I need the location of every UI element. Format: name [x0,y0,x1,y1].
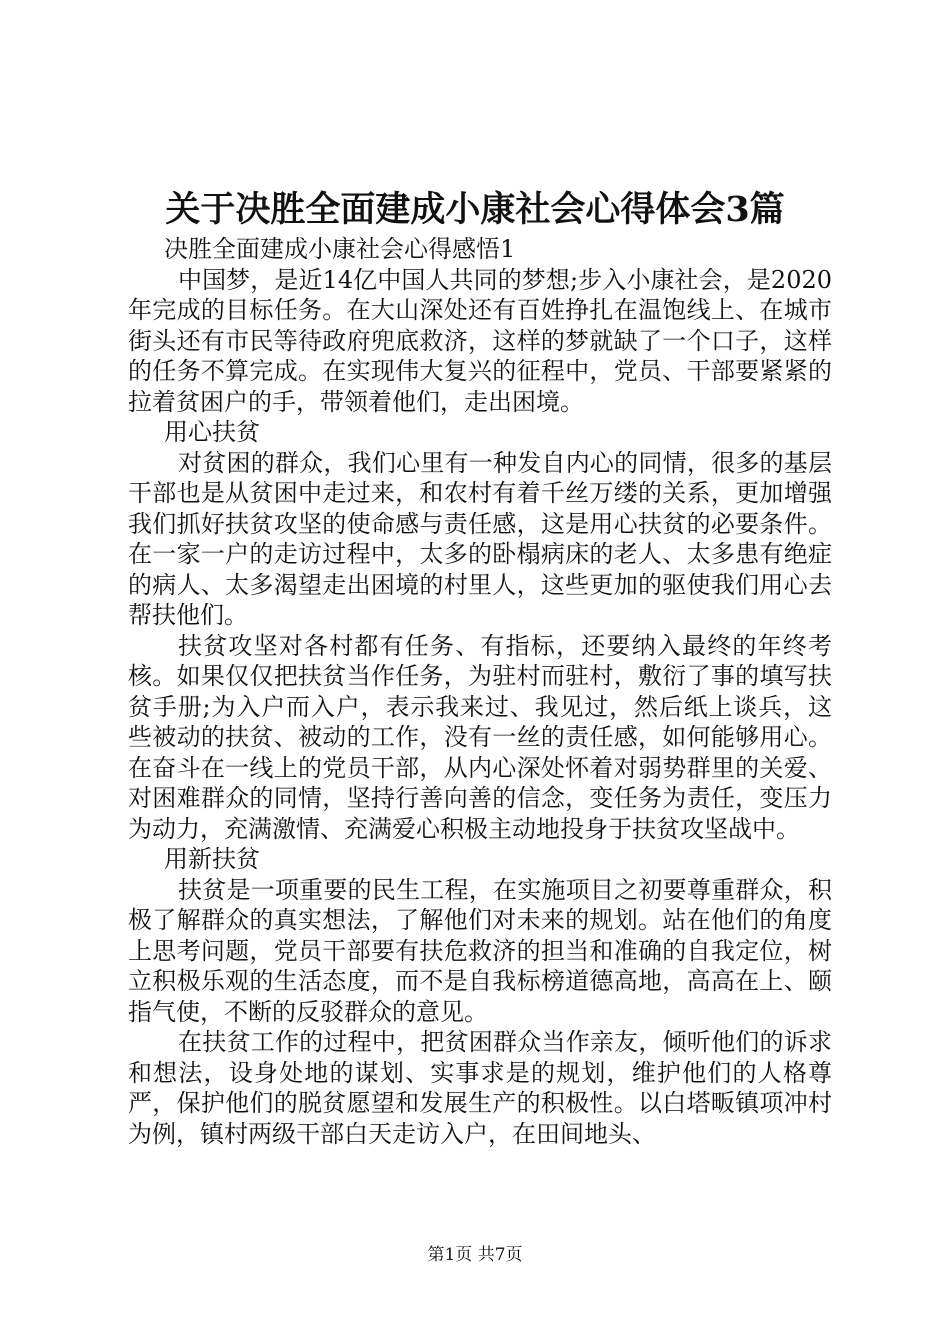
paragraph: 中国梦，是近14亿中国人共同的梦想;步入小康社会，是2020年完成的目标任务。在大山深处还有百姓挣扎在温饱线上、在城市街头还有市民等待政府兜底救济，这样的梦就缺了一个口子，这样的任务不算完成。在实现伟大复兴的征程中，党员、干部要紧紧的拉着贫困户的手，带领着他们，走出困境。 [128,265,832,416]
paragraph: 扶贫攻坚对各村都有任务、有指标，还要纳入最终的年终考核。如果仅仅把扶贫当作任务，为驻村而驻村，敷衍了事的填写扶贫手册;为入户而入户，表示我来过、我见过，然后纸上谈兵，这些被动的扶贫、被动的工作，没有一丝的责任感，如何能够用心。在奋斗在一线上的党员干部，从内心深处怀着对弱势群里的关爱、对困难群众的同情，坚持行善向善的信念，变任务为责任，变压力为动力，充满激情、充满爱心积极主动地投身于扶贫攻坚战中。 [128,631,832,843]
paragraph: 对贫困的群众，我们心里有一种发自内心的同情，很多的基层干部也是从贫困中走过来，和农村有着千丝万缕的关系，更加增强我们抓好扶贫攻坚的使命感与责任感，这是用心扶贫的必要条件。在一家一户的走访过程中，太多的卧榻病床的老人、太多患有绝症的病人、太多渴望走出困境的村里人，这些更加的驱使我们用心去帮扶他们。 [128,448,832,629]
document-title: 关于决胜全面建成小康社会心得体会3篇 [165,189,785,230]
section-heading: 用新扶贫 [164,845,260,873]
page-footer: 第1页 共7页 [427,1245,523,1265]
section-heading: 用心扶贫 [164,418,260,446]
section-heading: 决胜全面建成小康社会心得感悟1 [164,235,516,263]
paragraph: 在扶贫工作的过程中，把贫困群众当作亲友，倾听他们的诉求和想法，设身处地的谋划、实事求是的规划，维护他们的人格尊严，保护他们的脱贫愿望和发展生产的积极性。以白塔畈镇项冲村为例，镇村两级干部白天走访入户，在田间地头、 [128,1028,832,1148]
paragraph: 扶贫是一项重要的民生工程，在实施项目之初要尊重群众，积极了解群众的真实想法，了解他们对未来的规划。站在他们的角度上思考问题，党员干部要有扶危救济的担当和准确的自我定位，树立积极乐观的生活态度，而不是自我标榜道德高地，高高在上、颐指气使，不断的反驳群众的意见。 [128,875,832,1026]
document-body [128,234,832,1149]
